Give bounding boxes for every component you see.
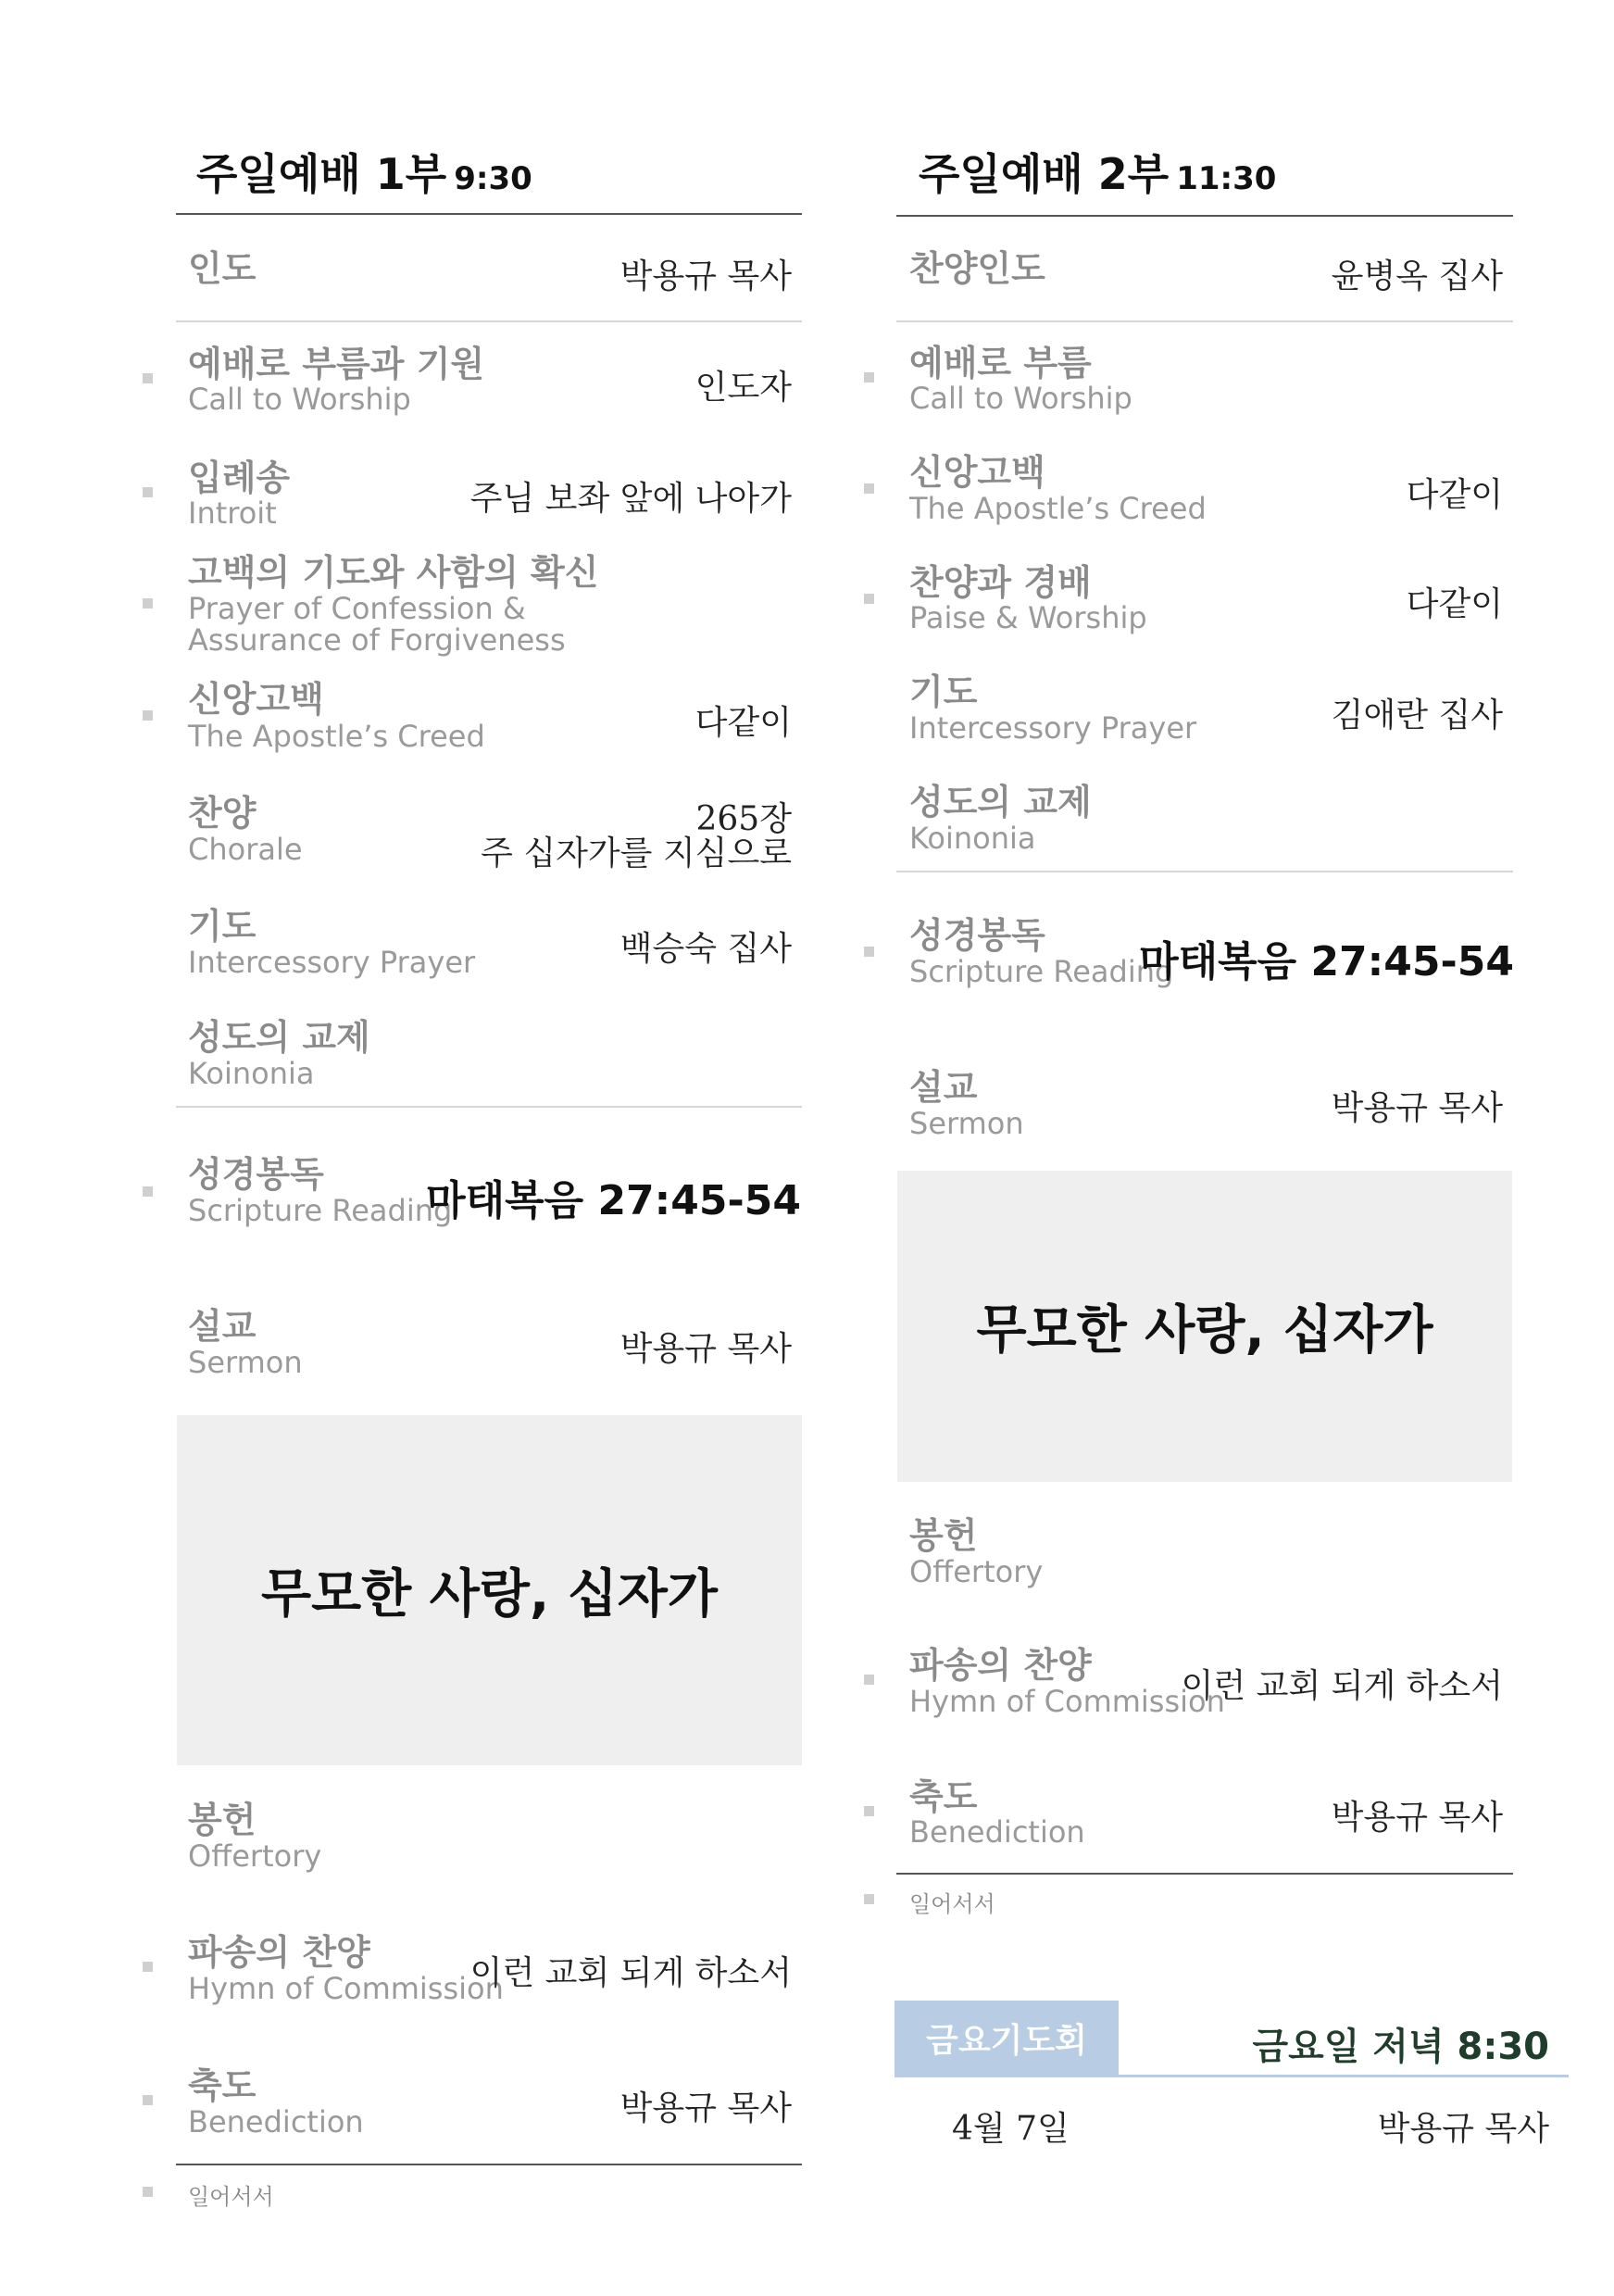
confession-label: 고백의 기도와 사함의 확신 [188,552,599,593]
service1-top-rule [176,213,802,215]
scripture-en: Scripture Reading [188,1193,453,1228]
c2-call-to-worship-en: Call to Worship [909,381,1132,416]
introit-value: 주님 보좌 앞에 나아가 [469,480,792,518]
benediction-en: Benediction [188,2104,364,2139]
bullet-icon [864,594,874,604]
sermon-en: Sermon [188,1345,303,1380]
c2-koinonia-label: 성도의 교제 [909,782,1092,822]
service1-title [196,141,532,202]
bullet-icon [143,598,153,609]
service2-title [919,141,1276,202]
creed-en: The Apostle’s Creed [188,719,485,754]
c2-creed-en: The Apostle’s Creed [909,491,1207,526]
c2-sermon-value: 박용규 목사 [1331,1089,1503,1127]
friday-leader: 박용규 목사 [1377,2110,1549,2148]
commission-label: 파송의 찬양 [188,1932,370,1973]
bullet-icon [143,1186,153,1197]
introit-en: Introit [188,496,277,531]
service1-leader-value: 박용규 목사 [619,257,792,295]
c2-commission-value: 이런 교회 되게 하소서 [1181,1667,1503,1705]
c2-benediction-en: Benediction [909,1814,1085,1850]
prayer-value: 백승숙 집사 [619,930,792,968]
service2-koinonia-divider [896,871,1513,872]
offertory-label: 봉헌 [188,1800,256,1840]
service1-title-text: 주일예배 1부 [196,149,447,199]
c2-benediction-value: 박용규 목사 [1331,1799,1503,1837]
bullet-icon [143,487,153,497]
creed-label: 신앙고백 [188,679,324,720]
chorale-en: Chorale [188,832,303,867]
friday-date: 4월 7일 [952,2110,1070,2148]
stand-note: 일어서서 [188,2184,274,2210]
c2-call-to-worship-label: 예배로 부름 [909,343,1092,383]
koinonia-en: Koinonia [188,1056,315,1091]
confession-en: Prayer of Confession & [188,591,526,626]
confession-en-2: Assurance of Forgiveness [188,622,566,658]
c2-commission-en: Hymn of Commission [909,1684,1225,1719]
scripture-value: 마태복음 27:45-54 [426,1177,801,1224]
commission-value: 이런 교회 되게 하소서 [469,1954,792,1992]
bullet-icon [143,710,153,721]
service2-title-text: 주일예배 2부 [919,149,1170,199]
benediction-label: 축도 [188,2065,256,2106]
prayer-label: 기도 [188,906,256,947]
c2-scripture-value: 마태복음 27:45-54 [1139,938,1514,985]
chorale-hymn-title: 주 십자가를 지심으로 [481,834,792,872]
sermon-label: 설교 [188,1306,256,1347]
creed-value: 다같이 [694,704,792,742]
friday-rule [895,2075,1569,2077]
chorale-hymn-number: 265장 [695,800,792,838]
c2-stand-note: 일어서서 [909,1891,995,1917]
bullet-icon [864,483,874,494]
friday-time: 금요일 저녁 8:30 [1252,2026,1549,2068]
c2-praise-value: 다같이 [1406,585,1503,623]
bullet-icon [143,2187,153,2197]
c2-creed-label: 신앙고백 [909,452,1045,493]
bullet-icon [864,1894,874,1904]
c2-offertory-label: 봉헌 [909,1515,978,1556]
koinonia-label: 성도의 교제 [188,1017,370,1058]
c2-sermon-en: Sermon [909,1106,1024,1141]
c2-praise-label: 찬양과 경배 [909,562,1092,603]
scripture-label: 성경봉독 [188,1154,324,1195]
service2-top-rule [896,215,1513,217]
service1-leader-divider [176,320,802,322]
c2-sermon-title: 무모한 사랑, 십자가 [976,1300,1433,1361]
service1-time: 9:30 [454,160,532,197]
bullet-icon [143,373,153,383]
sermon-title-box [177,1415,802,1765]
introit-label: 입례송 [188,458,291,498]
offertory-en: Offertory [188,1838,322,1874]
sermon-title: 무모한 사랑, 십자가 [260,1564,719,1625]
call-to-worship-value: 인도자 [694,369,792,407]
bullet-icon [864,947,874,957]
service2-time: 11:30 [1176,160,1277,197]
c2-sermon-title-box [897,1171,1512,1482]
service1-leader-label: 인도 [188,248,256,289]
bullet-icon [143,2095,153,2105]
service2-leader-divider [896,320,1513,322]
service2-bottom-rule [896,1873,1513,1875]
c2-scripture-label: 성경봉독 [909,915,1045,956]
call-to-worship-en: Call to Worship [188,382,411,417]
c2-scripture-en: Scripture Reading [909,954,1174,989]
c2-benediction-label: 축도 [909,1776,978,1817]
bullet-icon [143,1962,153,1972]
bullet-icon [864,1806,874,1816]
c2-offertory-en: Offertory [909,1554,1044,1589]
call-to-worship-label: 예배로 부름과 기원 [188,344,485,384]
benediction-value: 박용규 목사 [619,2089,792,2127]
prayer-en: Intercessory Prayer [188,945,476,980]
c2-koinonia-en: Koinonia [909,821,1036,856]
c2-prayer-en: Intercessory Prayer [909,710,1197,746]
sermon-value: 박용규 목사 [619,1330,792,1368]
c2-praise-en: Paise & Worship [909,600,1147,635]
commission-en: Hymn of Commission [188,1971,504,2006]
service1-bottom-rule [176,2164,802,2165]
chorale-label: 찬양 [188,793,256,834]
c2-commission-label: 파송의 찬양 [909,1645,1092,1686]
service2-leader-label: 찬양인도 [909,248,1045,289]
service2-leader-value: 윤병옥 집사 [1331,257,1503,295]
c2-creed-value: 다같이 [1406,476,1503,514]
service1-koinonia-divider [176,1106,802,1108]
bullet-icon [864,372,874,383]
c2-prayer-value: 김애란 집사 [1331,696,1503,734]
bullet-icon [864,1675,874,1685]
c2-sermon-label: 설교 [909,1067,978,1108]
friday-prayer-badge: 금요기도회 [895,2001,1119,2075]
c2-prayer-label: 기도 [909,671,978,712]
